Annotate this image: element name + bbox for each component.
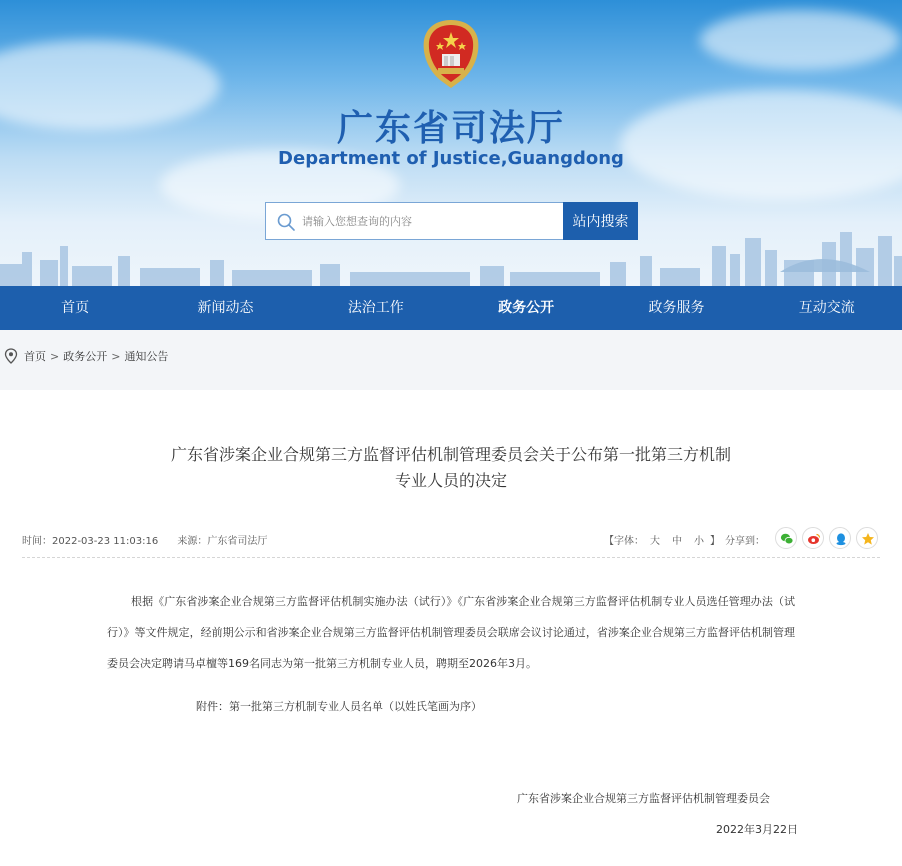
search-icon <box>276 212 296 232</box>
site-subtitle: Department of Justice,Guangdong <box>278 148 624 169</box>
nav-item-government-services[interactable]: 政务服务 <box>648 300 705 316</box>
header-banner <box>0 0 902 286</box>
search-input[interactable] <box>302 203 560 239</box>
nav-item-government-affairs[interactable]: 政务公开 <box>498 300 555 316</box>
share-label: 分享到： <box>725 536 765 547</box>
nav-item-interaction[interactable]: 互动交流 <box>798 300 855 316</box>
site-title: 广东省司法厅 <box>336 108 565 149</box>
font-size-medium[interactable]: 中 <box>672 536 682 547</box>
article-attachment: 附件：第一批第三方机制专业人员名单（以姓氏笔画为序） <box>196 700 482 713</box>
font-size-large[interactable]: 大 <box>650 536 660 547</box>
article-meta <box>22 532 283 547</box>
article-body: 根据《广东省涉案企业合规第三方监督评估机制实施办法（试行）》《广东省涉案企业合规第三方监督评估机制专业人员选任管理办法（试行）》等文件规定，经前期公示和省涉案企业合规第三方监督评估机制管理委员会联席会议讨论通过，省涉案企业合规第三方监督评估机制管理委员会决定聘请马卓檀等169名同志为第一批第三方机制专业人员，聘期至2026年3月。 <box>107 595 795 670</box>
font-size-open: 【字体： <box>604 536 644 547</box>
qzone-icon[interactable] <box>856 527 878 549</box>
breadcrumb-government-affairs[interactable]: 政务公开 <box>63 350 108 363</box>
font-size-small[interactable]: 小 <box>694 536 704 547</box>
breadcrumb-separator: > <box>50 349 60 363</box>
breadcrumb <box>0 346 168 366</box>
issuing-authority: 广东省涉案企业合规第三方监督评估机制管理委员会 <box>517 792 770 805</box>
site-search-button[interactable]: 站内搜索 <box>563 202 638 240</box>
location-pin-icon <box>4 348 18 364</box>
article-title-line-1: 广东省涉案企业合规第三方监督评估机制管理委员会关于公布第一批第三方机制 <box>170 445 731 464</box>
font-size-control <box>604 532 720 547</box>
article-card <box>0 390 902 866</box>
publish-time: 时间：2022-03-23 11:03:16 <box>22 536 159 547</box>
breadcrumb-separator: > <box>111 349 121 363</box>
breadcrumb-notices[interactable]: 通知公告 <box>124 350 169 363</box>
font-size-close: 】 <box>710 536 720 547</box>
weibo-icon[interactable] <box>802 527 824 549</box>
meta-divider <box>22 557 880 558</box>
article-title <box>100 442 802 494</box>
article-title-line-2: 专业人员的决定 <box>394 471 507 490</box>
nav-item-legal-work[interactable]: 法治工作 <box>347 300 404 316</box>
justice-emblem-icon <box>418 18 484 90</box>
nav-item-news[interactable]: 新闻动态 <box>197 300 254 316</box>
nav-item-home[interactable]: 首页 <box>61 300 90 316</box>
breadcrumb-home[interactable]: 首页 <box>24 350 46 363</box>
search-box <box>265 202 563 240</box>
main-nav <box>0 286 902 330</box>
issue-date: 2022年3月22日 <box>716 823 798 836</box>
qq-icon[interactable] <box>829 527 851 549</box>
wechat-icon[interactable] <box>775 527 797 549</box>
article-source: 来源：广东省司法厅 <box>177 536 268 547</box>
